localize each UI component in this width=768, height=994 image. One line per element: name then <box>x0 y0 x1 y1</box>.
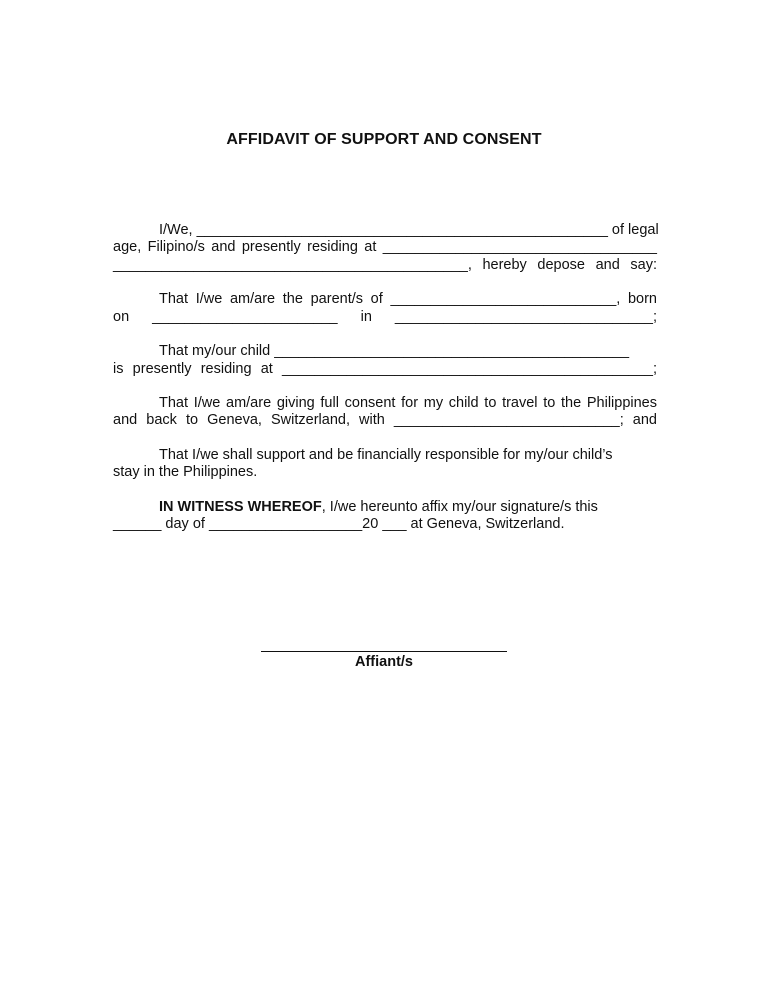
para1-line3: ____________________________________________, hereby depose and say: <box>113 257 657 273</box>
para5-line2: stay in the Philippines. <box>113 464 258 480</box>
affiant-label: Affiant/s <box>355 654 413 670</box>
para2-line2: on _______________________ in ________________________________; <box>113 309 657 325</box>
para3-line1: That my/our child ____________________________________________ <box>159 343 630 359</box>
para4-line2: and back to Geneva, Switzerland, with ____________________________; and <box>113 412 657 428</box>
para5-line1: That I/we shall support and be financially responsible for my/our child’s <box>159 447 613 463</box>
signature-line <box>261 651 507 652</box>
para1-line1: I/We, ___________________________________________________ of legal <box>159 222 659 238</box>
para3-line2: is presently residing at ______________________________________________; <box>113 361 657 377</box>
document-title: AFFIDAVIT OF SUPPORT AND CONSENT <box>226 131 542 148</box>
witness-heading: IN WITNESS WHEREOF <box>159 499 322 515</box>
witness-text: , I/we hereunto affix my/our signature/s this <box>321 499 598 515</box>
para6-line1 <box>113 498 657 516</box>
para2-line1: That I/we am/are the parent/s of ____________________________, born <box>159 291 657 307</box>
para4-line1: That I/we am/are giving full consent for my child to travel to the Philippines <box>159 395 657 411</box>
para1-line2: age, Filipino/s and presently residing at __________________________________ <box>113 239 657 255</box>
para6-line2: ______ day of ___________________20 ___ at Geneva, Switzerland. <box>113 516 565 532</box>
